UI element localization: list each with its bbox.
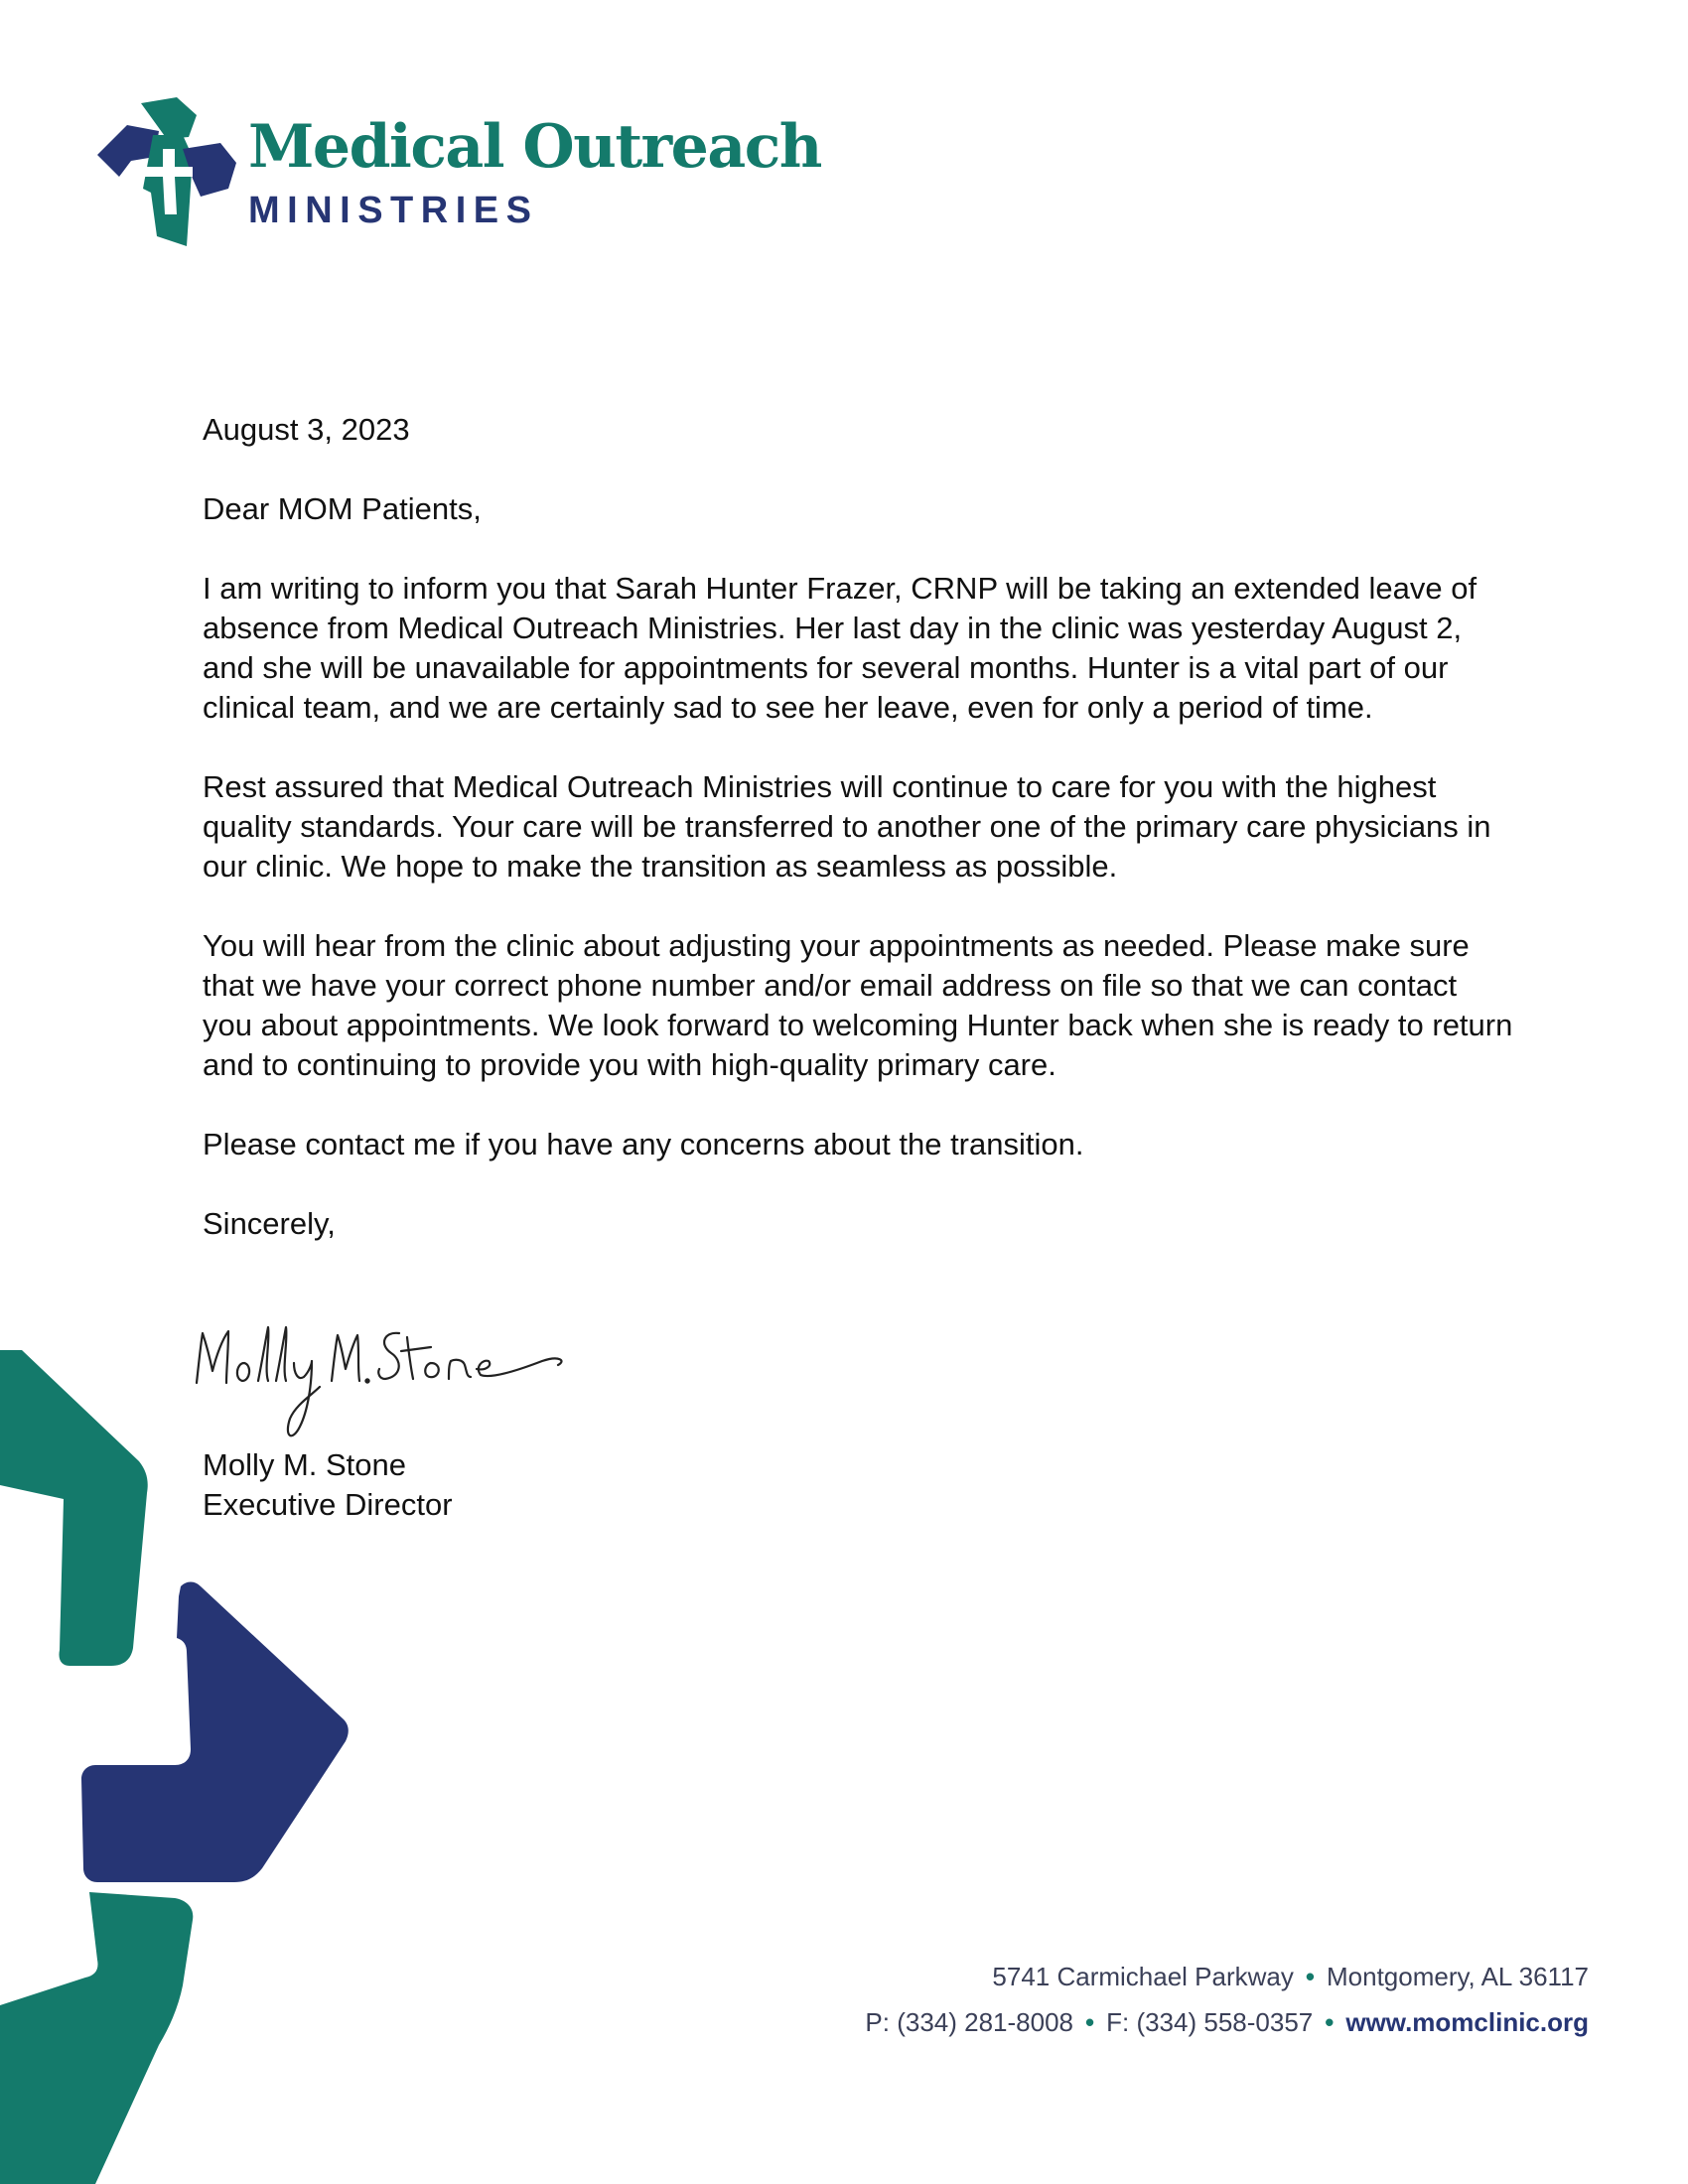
signer-name: Molly M. Stone — [203, 1447, 407, 1482]
body-paragraph-4: Please contact me if you have any concerns about the transition. — [203, 1127, 1084, 1161]
footer-contact — [865, 1954, 1589, 2045]
body-paragraph-1: I am writing to inform you that Sarah Hunter Frazer, CRNP will be taking an extended leave of absence from Medical Outreach Ministries. Her last day in the clinic was yesterday August 2, and she will be unavailable for appointments for several months. Hunter is a vital part of our clinical team, and we are certainly sad to see her leave, even for only a period of time. — [203, 571, 1477, 725]
footer-fax: F: (334) 558-0357 — [1106, 2007, 1314, 2037]
footer-separator: • — [1305, 1962, 1315, 1991]
letter-date: August 3, 2023 — [203, 412, 410, 447]
salutation: Dear MOM Patients, — [203, 491, 482, 526]
footer-address-line — [865, 1954, 1589, 1999]
footer-website-link[interactable]: www.momclinic.org — [1345, 2007, 1589, 2037]
brand-subtitle: MINISTRIES — [248, 190, 539, 231]
signer-title: Executive Director — [203, 1487, 453, 1522]
closing: Sincerely, — [203, 1206, 336, 1241]
decorative-cross-graphic — [0, 1350, 357, 2184]
medical-cross-icon — [97, 97, 236, 248]
letter-body — [203, 410, 1513, 1284]
footer-phone: P: (334) 281-8008 — [865, 2007, 1073, 2037]
footer-city: Montgomery, AL 36117 — [1326, 1962, 1589, 1991]
body-paragraph-2: Rest assured that Medical Outreach Ministries will continue to care for you with the highest quality standards. Your care will be transferred to another one of the primary care physicians in our clinic. We hope to make the transition as seamless as possible. — [203, 769, 1491, 884]
footer-separator: • — [1085, 2007, 1095, 2037]
footer-street: 5741 Carmichael Parkway — [992, 1962, 1294, 1991]
footer-separator: • — [1325, 2007, 1335, 2037]
letterhead-logo — [97, 97, 821, 256]
footer-contact-line — [865, 1999, 1589, 2045]
brand-name: Medical Outreach — [248, 112, 821, 182]
body-paragraph-3: You will hear from the clinic about adjusting your appointments as needed. Please make sure that we have your correct phone number and/or email address on file so that we can contact you about appointments. We look forward to welcoming Hunter back when she is ready to return and to continuing to provide you with high-quality primary care. — [203, 928, 1513, 1082]
